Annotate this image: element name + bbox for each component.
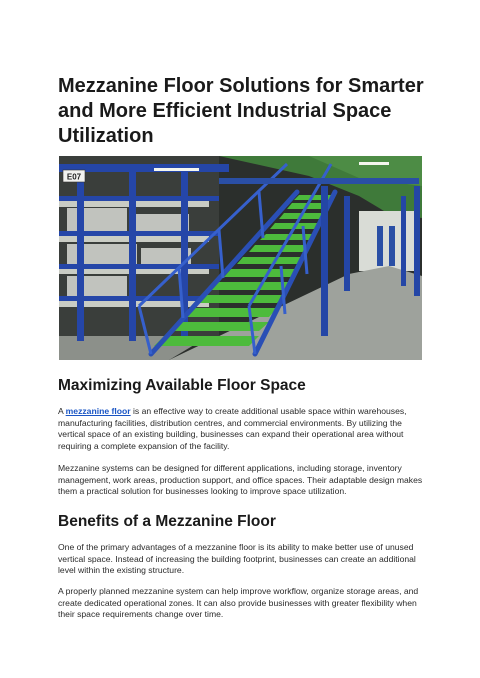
- rack-sign-label: E07: [66, 172, 82, 182]
- section-heading-maximizing-floor-space: Maximizing Available Floor Space: [58, 377, 306, 394]
- mezzanine-staircase-photo: [59, 156, 422, 360]
- paragraph-prefix: A: [58, 406, 66, 416]
- paragraph-mezzanine-applications: Mezzanine systems can be designed for different applications, including storage, inventory management, work areas, production support, and office spaces. Their adaptable design makes them a practical solution for businesses looking to improve space utilization.: [58, 463, 423, 497]
- mezzanine-floor-link[interactable]: mezzanine floor: [65, 406, 131, 416]
- paragraph-mezzanine-intro: [58, 406, 426, 452]
- document-title: Mezzanine Floor Solutions for Smarter and More Efficient Industrial Space Utilization: [58, 75, 424, 147]
- section-heading-benefits: Benefits of a Mezzanine Floor: [58, 513, 276, 530]
- paragraph-suffix: is an effective way to create additional usable space within warehouses, manufacturing facilities, distribution centres, and commercial environments. By utilizing the vertical space of an existing building, businesses can expand their operational area without requiring a complete expansion of the facility.: [58, 406, 407, 451]
- paragraph-workflow: A properly planned mezzanine system can help improve workflow, organize storage areas, and create dedicated operational zones. It can also provide businesses with greater flexibility when their space requirements change over time.: [58, 586, 419, 620]
- paragraph-vertical-space: One of the primary advantages of a mezzanine floor is its ability to make better use of unused vertical space. Instead of increasing the building footprint, businesses can create an additional level within the existing structure.: [58, 542, 416, 576]
